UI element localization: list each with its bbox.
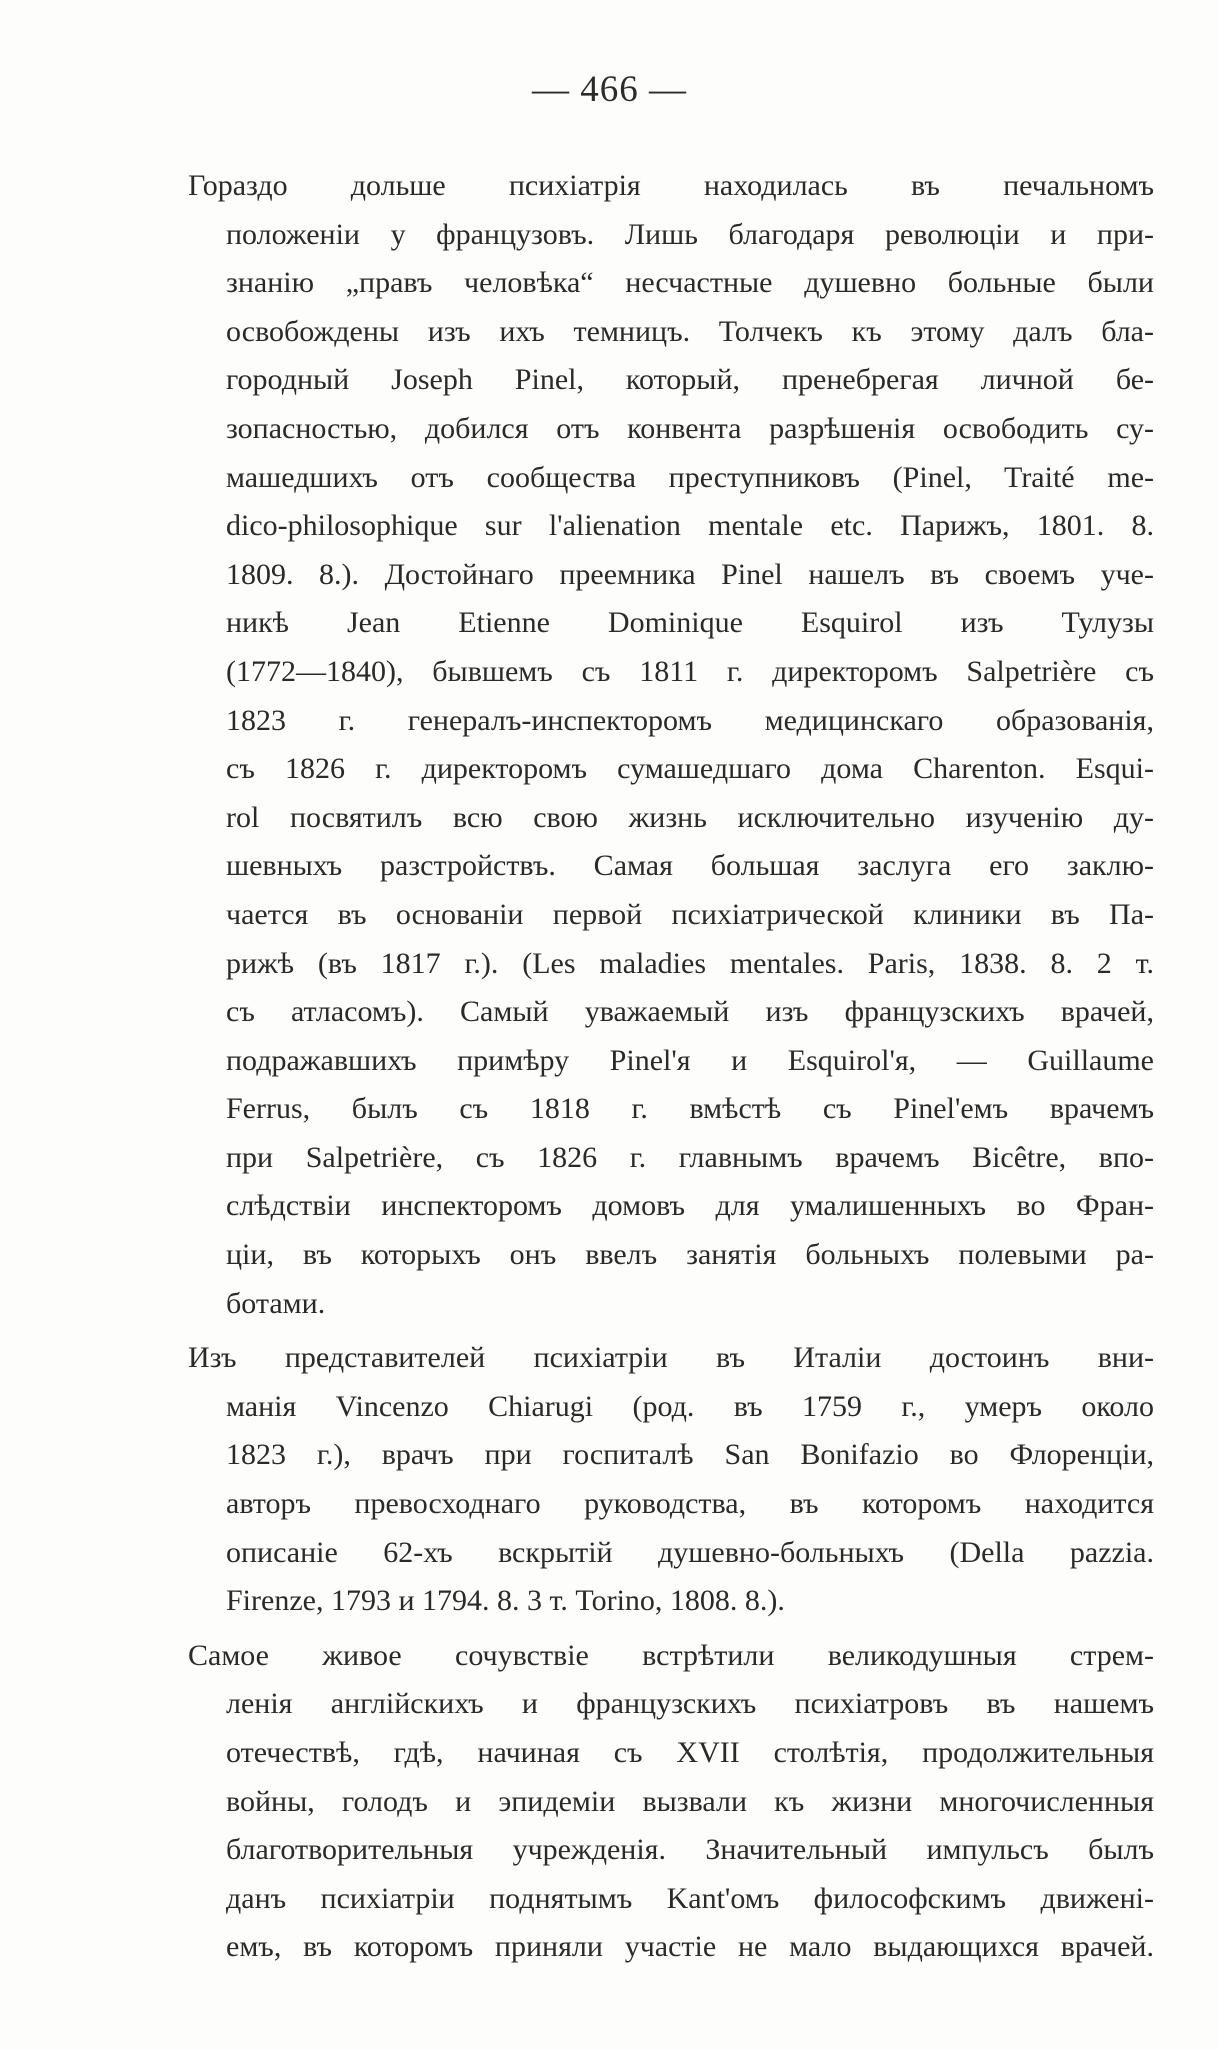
text-line: Ferrus, былъ съ 1818 г. вмѣстѣ съ Pinel'емъ врачемъ — [226, 1092, 1154, 1126]
text-line: подражавшихъ примѣру Pinel'я и Esquirol'я, — Guillaume — [226, 1043, 1154, 1077]
text-line: Firenze, 1793 и 1794. 8. 3 т. Torino, 1808. 8.). — [226, 1584, 785, 1618]
text-line: 1809. 8.). Достойнаго преемника Pinel нашелъ въ своемъ уче- — [226, 557, 1154, 591]
text-line: 1823 г.), врачъ при госпиталѣ San Bonifazio во Флоренціи, — [226, 1438, 1154, 1472]
text-line: rol посвятилъ всю свою жизнь исключительно изученію ду- — [226, 800, 1154, 834]
text-line: (1772—1840), бывшемъ съ 1811 г. директоромъ Salpetrière съ — [226, 654, 1154, 688]
text-line: войны, голодъ и эпидеміи вызвали къ жизни многочисленныя — [226, 1784, 1154, 1818]
page-number: — 466 — — [532, 69, 687, 110]
text-line: манія Vincenzo Chiarugi (род. въ 1759 г., умеръ около — [226, 1389, 1154, 1423]
text-line: благотворительныя учрежденія. Значительный импульсъ былъ — [226, 1833, 1154, 1867]
text-line: шевныхъ разстройствъ. Самая большая заслуга его заклю- — [226, 849, 1154, 883]
text-line: авторъ превосходнаго руководства, въ которомъ находится — [226, 1487, 1154, 1521]
text-line: отечествѣ, гдѣ, начиная съ XVII столѣтія, продолжительныя — [226, 1736, 1154, 1769]
text-line: ботами. — [226, 1286, 326, 1320]
text-line: описаніе 62-хъ вскрытій душевно-больныхъ (Della pazzia. — [226, 1535, 1154, 1569]
text-line: слѣдствіи инспекторомъ домовъ для умалишенныхъ во Фран- — [226, 1189, 1154, 1223]
text-line: 1823 г. генералъ-инспекторомъ медицинскаго образованія, — [226, 703, 1154, 737]
text-line: ленія англійскихъ и французскихъ психіатровъ въ нашемъ — [226, 1687, 1154, 1721]
text-line: Гораздо дольше психіатрія находилась въ печальномъ — [188, 169, 1154, 202]
text-line: данъ психіатріи поднятымъ Kant'омъ философскимъ движені- — [226, 1881, 1154, 1915]
text-line: знанію „правъ человѣка“ несчастные душевно больные были — [226, 266, 1154, 300]
paragraph-3 — [188, 1632, 1154, 1972]
text-line: никѣ Jean Etienne Dominique Esquirol изъ Тулузы — [226, 606, 1154, 640]
paragraph-1 — [188, 162, 1154, 1328]
paragraph-2 — [188, 1334, 1154, 1626]
text-line: положеніи у французовъ. Лишь благодаря революціи и при- — [226, 217, 1154, 251]
text-line: dico-philosophique sur l'alienation mentale etc. Парижъ, 1801. 8. — [226, 509, 1154, 543]
text-line: при Salpetrière, съ 1826 г. главнымъ врачемъ Bicêtre, впо- — [226, 1140, 1154, 1174]
text-line: съ 1826 г. директоромъ сумашедшаго дома Charenton. Esqui- — [226, 752, 1154, 786]
text-line: съ атласомъ). Самый уважаемый изъ французскихъ врачей, — [226, 995, 1154, 1029]
text-line: Самое живое сочувствіе встрѣтили великодушныя стрем- — [188, 1638, 1154, 1672]
text-line: чается въ основаніи первой психіатрической клиники въ Па- — [226, 897, 1154, 931]
text-line: освобождены изъ ихъ темницъ. Толчекъ къ этому далъ бла- — [226, 314, 1154, 348]
text-line: Изъ представителей психіатріи въ Италіи достоинъ вни- — [188, 1341, 1154, 1375]
text-line: зопасностью, добился отъ конвента разрѣшенія освободить су- — [226, 411, 1154, 445]
text-line: емъ, въ которомъ приняли участіе не мало выдающихся врачей. — [226, 1930, 1154, 1964]
text-line: городный Joseph Pinel, который, пренебрегая личной бе- — [226, 363, 1154, 397]
text-line: ціи, въ которыхъ онъ ввелъ занятія больныхъ полевыми ра- — [226, 1238, 1154, 1272]
text-line: машедшихъ отъ сообщества преступниковъ (Pinel, Traité me- — [226, 460, 1154, 494]
text-line: рижѣ (въ 1817 г.). (Les maladies mentales. Paris, 1838. 8. 2 т. — [226, 946, 1154, 980]
text-body — [188, 162, 1154, 1972]
